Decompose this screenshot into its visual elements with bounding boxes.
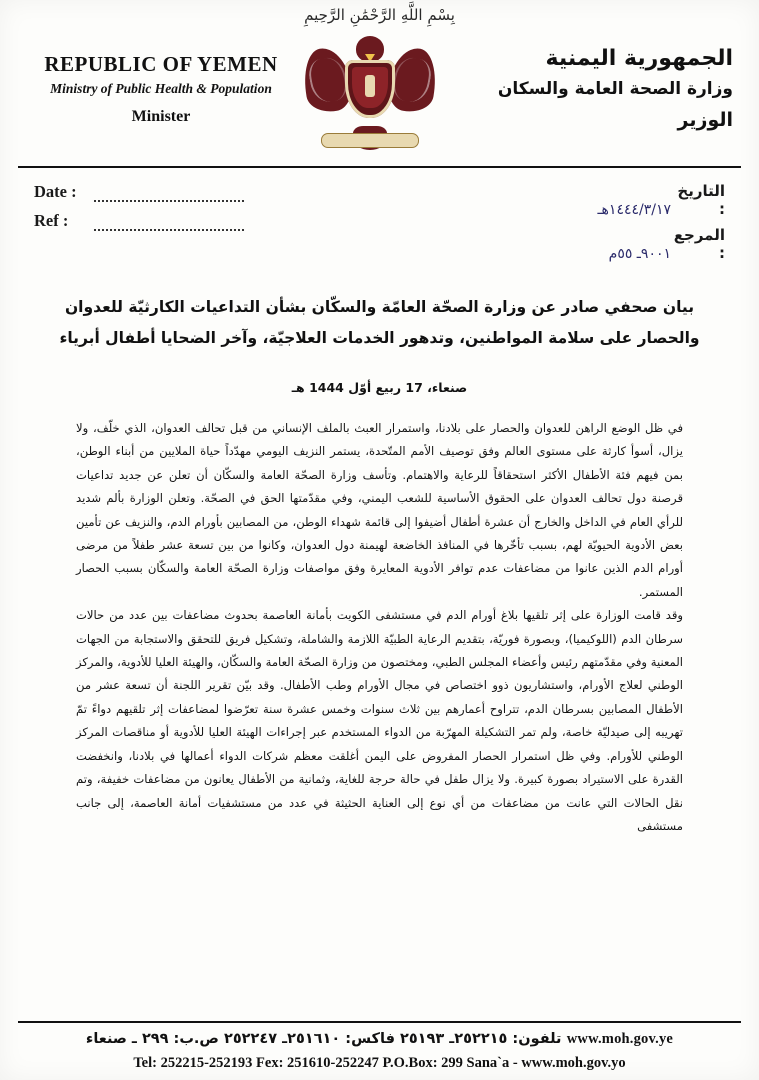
letterhead-arabic-block bbox=[443, 36, 733, 131]
body-paragraph: وقد قامت الوزارة على إثر تلقيها بلاغ أورام الدم في مستشفى الكويت بأمانة العاصمة بحدوث مضاعفات بين عدد من حالات سرطان الدم (اللوكيميا)، وبصورة فوريّة، بتقديم الرعاية الطبيّة اللازمة والشاملة، وتشكيل فريق للتحقق والاستجابة من الجهات المعنية وفي مقدّمتهم رئيس وأعضاء المجلس الطبي، ومختصون من وزارة الصحّة العامة والسكّان، والهيئة العليا للأدوية، والمركز الوطني لعلاج الأورام، واستشاريون ذوو اختصاص في مجال الأورام وطب الأطفال. وقد بيّن تقرير اللجنة أن تسعة عشر من الأطفال المصابين بسرطان الدم، تتراوح أعمارهم بين ثلاث سنوات وخمس عشرة سنة تعرّضوا لمضاعفات إثر تلقيهم دواءً تمّ تهريبه إلى صيدليّة خاصة، ولم تمر التشكيلة المهرّبة من الدواء المستخدم عبر إجراءات الهيئة العليا للأدوية أو مناقصات المركز الوطني للأورام. وفي ظل استمرار الحصار المفروض على اليمن أغلقت معظم شركات الدواء أعمالها في بلادنا، وانخفضت القدرة على الاستيراد بصورة كبيرة. ولا يزال طفل في حالة حرجة للغاية، وثمانية من الأطفال يعانون من مضاعفات خفيفة، وتم نقل الحالات التي عانت من مضاعفات من أي نوع إلى العناية الحثيثة في عدد من مستشفيات أمانة العاصمة، إلى جانب مستشفى bbox=[76, 608, 683, 833]
document-headline: بيان صحفي صادر عن وزارة الصحّة العامّة والسكّان بشأن التداعيات الكارثيّة للعدوان والحصار على سلامة المواطنين، وتدهور الخدمات العلاجيّة، وآخر الضحايا أطفال أبرياء bbox=[59, 298, 700, 347]
emblem-shield bbox=[345, 60, 395, 118]
meta-row bbox=[0, 168, 759, 276]
office-title-en: Minister bbox=[131, 108, 191, 125]
footer-contact-en: Tel: 252215-252193 Fex: 251610-252247 P.O.Box: 299 Sana`a - www.moh.gov.yo bbox=[133, 1055, 626, 1071]
letterhead bbox=[0, 0, 759, 160]
ref-row-en bbox=[34, 211, 244, 231]
office-title-ar: الوزير bbox=[677, 109, 733, 132]
emblem-scroll bbox=[321, 133, 419, 148]
date-label-en: Date : bbox=[34, 182, 77, 201]
letterhead-grid bbox=[26, 36, 733, 150]
meta-english bbox=[34, 182, 244, 270]
ref-value-ar: ٩٠٠١ـ ٥٥م bbox=[608, 246, 671, 262]
ministry-name-ar: وزارة الصحة العامة والسكان bbox=[497, 78, 733, 99]
date-row-ar bbox=[597, 182, 725, 218]
footer-contact-ar bbox=[30, 1031, 729, 1048]
ref-row-ar bbox=[597, 226, 725, 262]
emblem-shield-inner bbox=[352, 67, 388, 108]
footer-website-url[interactable]: www.moh.gov.ye bbox=[566, 1031, 674, 1047]
footer-contact-ar-text: تلفون: ٢٥٢٢١٥ـ ٢٥١٩٣ فاكس: ٢٥١٦١٠ـ ٢٥٢٢٤٧ ص.ب: ٢٩٩ ـ صنعاء bbox=[85, 1031, 562, 1047]
yemen-eagle-emblem-icon bbox=[304, 32, 436, 150]
country-name-ar: الجمهورية اليمنية bbox=[545, 46, 733, 71]
date-label-ar: التاريخ : bbox=[677, 182, 725, 218]
place-and-date: صنعاء، 17 ربيع أوّل 1444 هـ bbox=[291, 380, 468, 395]
ref-label-en: Ref : bbox=[34, 211, 69, 230]
footer-content bbox=[0, 1023, 759, 1072]
country-name-en: REPUBLIC OF YEMEN bbox=[44, 52, 278, 76]
document-body bbox=[0, 276, 759, 838]
letterhead-english-block bbox=[26, 36, 296, 126]
ministry-name-en: Ministry of Public Health & Population bbox=[50, 81, 272, 96]
date-fill-line[interactable] bbox=[94, 186, 244, 202]
date-value-ar: ١٤٤٤/٣/١٧هـ bbox=[597, 202, 671, 218]
ref-label-ar: المرجع : bbox=[673, 226, 725, 262]
basmala-text: بِسْمِ اللَّهِ الرَّحْمَٰنِ الرَّحِيمِ bbox=[304, 6, 455, 24]
footer bbox=[0, 1021, 759, 1072]
date-row-en bbox=[34, 182, 244, 202]
meta-arabic bbox=[597, 182, 725, 270]
body-paragraph: في ظل الوضع الراهن للعدوان والحصار على بلادنا، واستمرار العبث بالملف الإنساني من قبل تحالف العدوان، الذي خلّف، ولا يزال، أسوأ كارثة على مستوى العالم وفق توصيف الأمم المتّحدة، يستمر النزيف اليومي مهدّداً حياة الملايين من أبناء الوطن، بمن فيهم فئة الأطفال الأكثر استحقاقاً للرعاية والاهتمام. وتأسف وزارة الصحّة العامة والسكّان أن تعلن عن جديد تداعيات قرصنة دول تحالف العدوان على الحقوق الأساسية للشعب اليمني، وفي مقدّمتها الحق في الصحّة. وتعلن الوزارة بألم شديد للرأي العام في الداخل والخارج أن عشرة أطفال أضيفوا إلى قائمة شهداء الوطن، من المصابين بأورام الدم، والنزيف عن تأمين بعض الأدوية الحيويّة لهم، بسبب تأخّرها في المنافذ الخاضعة لهيمنة دول العدوان، وكانوا من بين تسعة عشر طفلاً من مرضى أورام الدم الذين عانوا من مضاعفات عدم توافر الأدوية المعايرة وفق مواصفات وزارة الصحّة العامة والسكّان بسبب الحصار المستمر. bbox=[76, 421, 683, 599]
ref-fill-line[interactable] bbox=[94, 215, 244, 231]
